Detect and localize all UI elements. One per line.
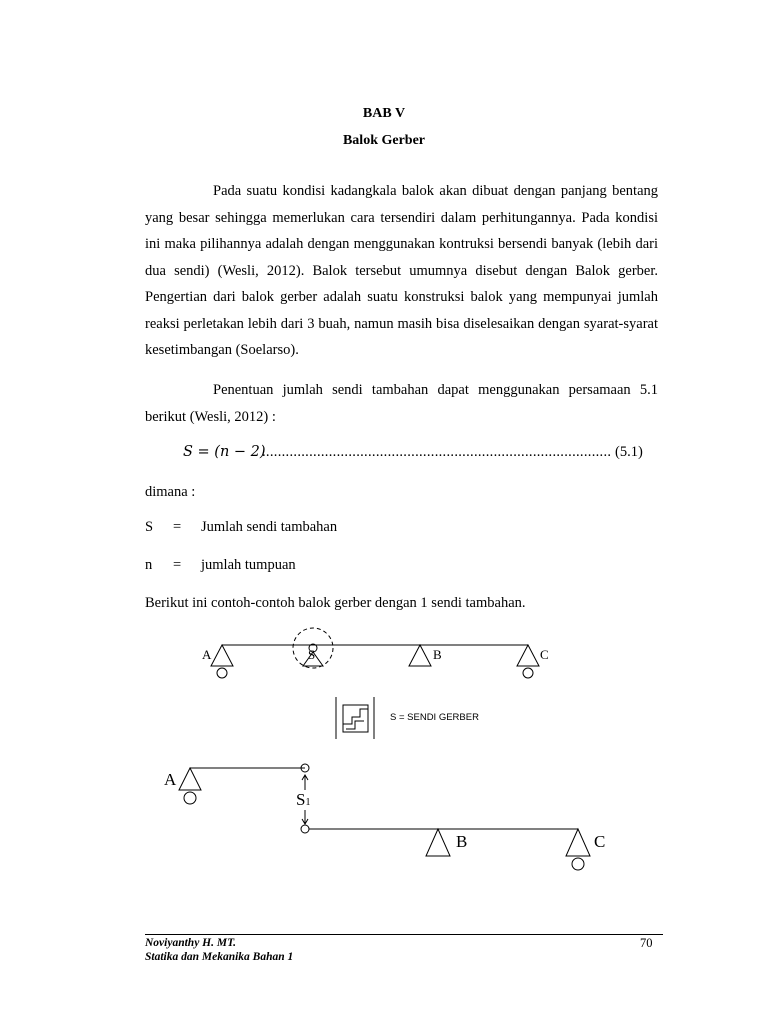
footer-divider [145, 934, 663, 935]
figure2-support-a [179, 768, 201, 804]
figure2-arrow-up [302, 775, 308, 790]
definition-meaning: jumlah tumpuan [201, 557, 296, 573]
where-label: dimana : [145, 484, 196, 500]
figure1-support-b [409, 645, 431, 666]
figure1-label-b: B [433, 647, 442, 662]
chapter-heading: BAB V [362, 106, 406, 121]
figure2-label-s [296, 790, 310, 810]
figure1-support-a [211, 645, 233, 678]
figure1-label-a: A [202, 647, 212, 662]
equation-expression: S = (n − 2) [183, 444, 266, 460]
definition-equals: = [173, 557, 182, 573]
sendi-gerber-symbol [336, 697, 374, 739]
page-title: Balok Gerber [342, 133, 426, 148]
figure2-support-c [566, 829, 590, 870]
figure2-support-b [426, 829, 450, 856]
figure2-arrow-down [302, 810, 308, 824]
paragraph-equation-intro: Penentuan jumlah sendi tambahan dapat menggunakan persamaan 5.1 berikut (Wesli, 2012) : [145, 382, 658, 425]
definition-symbol: n [145, 557, 153, 573]
figure2-label-s-letter: S [296, 790, 306, 809]
figure1-label-c: C [540, 647, 549, 662]
page-number: 70 [640, 936, 653, 950]
paragraph-intro: Pada suatu kondisi kadangkala balok akan dibuat dengan panjang bentang yang besar sehingga memerlukan cara tersendiri dalam perhitungannya. Pada kondisi ini maka pilihannya adalah dengan menggunakan kontruksi bersendi banyak (lebih dari dua sendi) (Wesli, 2012). Balok tersebut umumnya disebut dengan Balok gerber. Pengertian dari balok gerber adalah suatu konstruksi balok yang mempunyai jumlah reaksi perletakan lebih dari 3 buah, namun masih bisa diselesaikan dengan syarat-syarat kesetimbangan (Soelarso). [145, 183, 658, 358]
footer-book-title: Statika dan Mekanika Bahan 1 [145, 951, 294, 963]
definition-meaning: Jumlah sendi tambahan [201, 519, 338, 535]
legend-text: S = SENDI GERBER [390, 712, 479, 723]
figure1-label-s: S [308, 647, 316, 662]
figure1-support-c [517, 645, 539, 678]
footer-author: Noviyanthy H. MT. [145, 937, 236, 949]
figure2-hinge-bottom [301, 825, 309, 833]
figure2-label-c: C [594, 832, 606, 851]
figure2-label-s-subscript: 1 [305, 797, 311, 808]
figure2-label-b: B [456, 832, 468, 851]
equation-leader-dots: ......................................................................................... [262, 444, 612, 460]
footer-credits [145, 936, 293, 964]
definition-symbol: S [145, 519, 154, 535]
definition-equals: = [173, 519, 182, 535]
examples-intro: Berikut ini contoh-contoh balok gerber dengan 1 sendi tambahan. [145, 595, 526, 611]
figure2-label-a: A [164, 770, 177, 789]
equation-number: (5.1) [615, 444, 643, 460]
